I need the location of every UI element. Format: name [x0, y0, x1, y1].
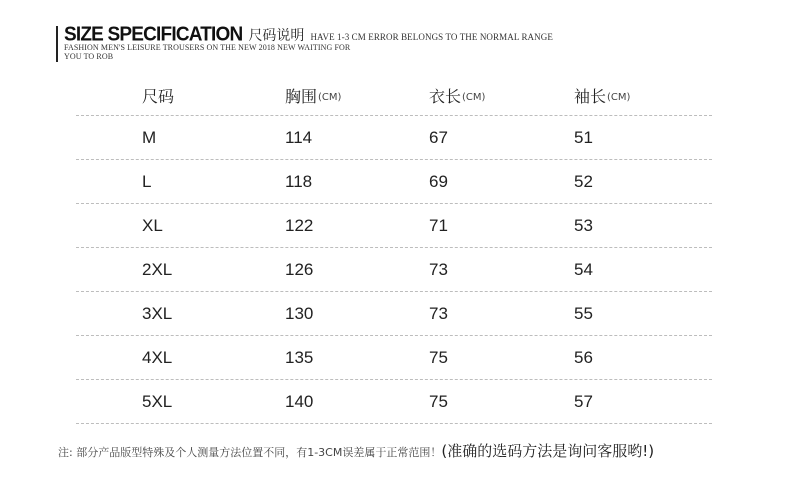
cell-size: 5XL	[142, 391, 173, 411]
cell-sleeve: 52	[574, 171, 593, 191]
cell-chest: 122	[285, 215, 314, 235]
cell-size: 4XL	[142, 347, 173, 367]
table-row	[76, 160, 712, 203]
footer-note-small: 注: 部分产品版型特殊及个人测量方法位置不同，有1-3CM误差属于正常范围！	[58, 446, 442, 459]
header-label: 尺码	[142, 87, 175, 106]
cell-chest: 114	[285, 127, 313, 147]
cell-sleeve: 53	[574, 215, 593, 235]
cell-sleeve: 51	[574, 127, 593, 147]
cell-sleeve: 55	[574, 303, 593, 323]
cell-length: 73	[429, 303, 448, 323]
cell-size: L	[142, 171, 152, 191]
cell-chest: 126	[285, 259, 314, 279]
header-unit: (CM)	[318, 91, 342, 103]
header-cell-length	[429, 76, 519, 115]
cell-sleeve: 57	[574, 391, 593, 411]
header-accent-bar	[56, 26, 58, 62]
header-label: 袖长	[574, 87, 607, 106]
cell-length: 75	[429, 347, 448, 367]
footer-note	[58, 440, 654, 461]
footer-note-emphasis: (准确的选码方法是询问客服哟!)	[441, 442, 655, 460]
cell-length: 71	[429, 215, 448, 235]
cell-chest: 140	[285, 391, 314, 411]
table-row	[76, 380, 712, 423]
title-english: SIZE SPECIFICATION	[64, 23, 243, 46]
table-row	[76, 248, 712, 291]
cell-sleeve: 54	[574, 259, 593, 279]
cell-size: 2XL	[142, 259, 173, 279]
table-row	[76, 116, 712, 159]
dashed-divider	[76, 423, 712, 424]
cell-size: XL	[142, 215, 163, 235]
header-unit: (CM)	[607, 91, 631, 103]
table-row	[76, 292, 712, 335]
cell-length: 69	[429, 171, 448, 191]
header-cell-chest	[285, 76, 375, 115]
cell-sleeve: 56	[574, 347, 593, 367]
subtitle-line-2: YOU TO ROB	[64, 52, 114, 61]
header-unit: (CM)	[462, 91, 486, 103]
cell-size: M	[142, 127, 157, 147]
cell-length: 75	[429, 391, 448, 411]
header-label: 衣长	[429, 87, 462, 106]
cell-chest: 118	[285, 171, 313, 191]
header-cell-size	[142, 76, 202, 115]
cell-length: 73	[429, 259, 448, 279]
table-header-row	[76, 76, 712, 115]
subtitle-line-1: FASHION MEN'S LEISURE TROUSERS ON THE NEW 2018 NEW WAITING FOR	[64, 43, 351, 52]
size-table	[76, 76, 712, 424]
cell-size: 3XL	[142, 303, 173, 323]
cell-chest: 130	[285, 303, 314, 323]
cell-length: 67	[429, 127, 448, 147]
title-chinese: 尺码说明	[248, 28, 305, 44]
table-row	[76, 336, 712, 379]
header-label: 胸围	[285, 87, 318, 106]
header-cell-sleeve	[574, 76, 684, 115]
table-row	[76, 204, 712, 247]
error-range-note: HAVE 1-3 CM ERROR BELONGS TO THE NORMAL RANGE	[310, 32, 553, 42]
cell-chest: 135	[285, 347, 314, 367]
